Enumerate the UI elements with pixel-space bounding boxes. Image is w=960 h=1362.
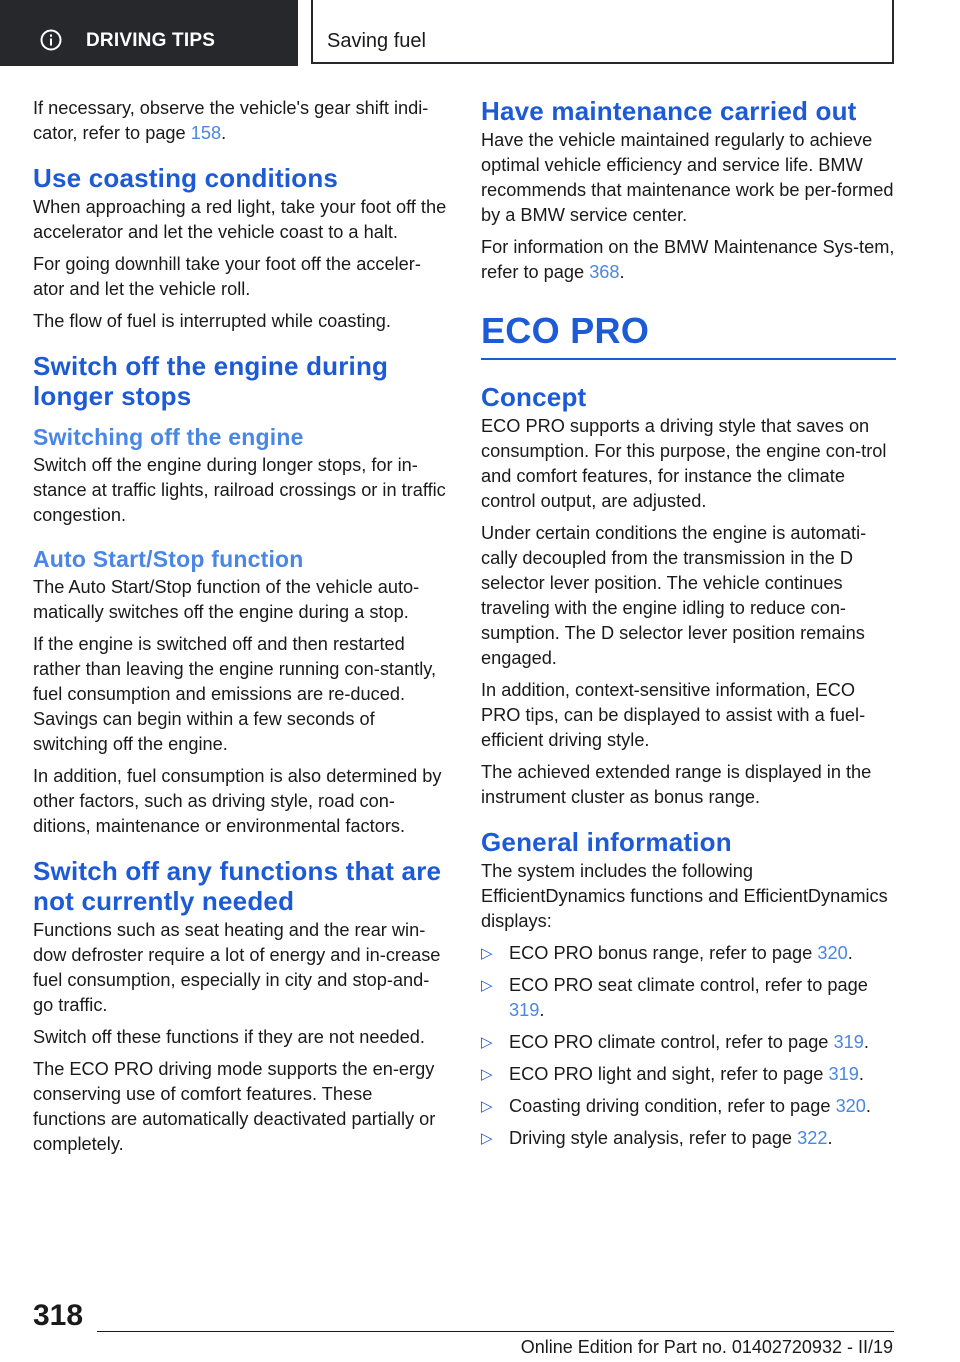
paragraph: In addition, context-sensitive information, ECO PRO tips, can be displayed to assist with a fuel-efficient driving style. [481,680,866,750]
subheading-switching-off: Switching off the engine [33,424,304,450]
heading-functions-off: Switch off any functions that are not currently needed [33,856,442,916]
page-link[interactable]: 322 [797,1128,828,1148]
list-item: ▷ Driving style analysis, refer to page 322. [481,1126,896,1151]
page-link[interactable]: 158 [190,123,222,143]
paragraph: Switch off these functions if they are not needed. [33,1027,425,1047]
paragraph: Switch off the engine during longer stops, for in-stance at traffic lights, railroad crossings or in traffic congestion. [33,455,446,525]
footer-divider [97,1331,894,1332]
function-list [481,941,896,1151]
right-column [481,96,896,1158]
page-number: 318 [33,1299,84,1332]
triangle-bullet-icon: ▷ [481,977,493,994]
section-label: DRIVING TIPS [86,30,216,51]
page-link[interactable]: 319 [833,1032,864,1052]
page-title: Saving fuel [327,30,426,52]
triangle-bullet-icon: ▷ [481,1066,493,1083]
intro-paragraph: If necessary, observe the vehicle's gear shift indi-cator, refer to page 158. [33,98,429,143]
list-item: ▷ ECO PRO light and sight, refer to page 319. [481,1062,896,1087]
heading-coasting: Use coasting conditions [33,163,339,193]
page-title-box [311,0,894,64]
heading-general-information: General information [481,827,732,857]
list-item: ▷ ECO PRO seat climate control, refer to page 319. [481,975,868,1020]
section-tab [0,0,298,66]
paragraph: Have the vehicle maintained regularly to achieve optimal vehicle efficiency and service life. BMW recommends that maintenance work be per-formed by a BMW service center. [481,130,894,225]
paragraph: The achieved extended range is displayed in the instrument cluster as bonus range. [481,762,872,807]
left-column [33,96,449,1164]
paragraph: If the engine is switched off and then restarted rather than leaving the engine running con-stantly, fuel consumption and emissions are re-duced. Savings can begin within a few seconds of switching off the engine. [33,634,437,754]
list-item: ▷ Coasting driving condition, refer to page 320. [481,1094,896,1119]
heading-maintenance: Have maintenance carried out [481,96,857,126]
subheading-auto-start-stop: Auto Start/Stop function [33,546,304,572]
paragraph: The Auto Start/Stop function of the vehicle auto-matically switches off the engine during a stop. [33,577,420,622]
page-link[interactable]: 320 [817,943,848,963]
paragraph: The ECO PRO driving mode supports the en-ergy conserving use of comfort features. These functions are automatically deactivated partially or completely. [33,1059,436,1154]
page-link[interactable]: 320 [835,1096,866,1116]
heading-eco-pro: ECO PRO [481,310,896,360]
paragraph: ECO PRO supports a driving style that saves on consumption. For this purpose, the engine con-trol and comfort features, for instance the climate control output, are adjusted. [481,416,887,511]
info-circle-icon [40,29,62,51]
footer-edition: Online Edition for Part no. 01402720932 - II/19 [520,1337,893,1357]
list-item: ▷ ECO PRO climate control, refer to page 319. [481,1030,896,1055]
paragraph: For information on the BMW Maintenance Sys-tem, refer to page 368. [481,237,895,282]
heading-engine-off: Switch off the engine during longer stops [33,351,389,411]
heading-concept: Concept [481,382,587,412]
paragraph: For going downhill take your foot off the acceler-ator and let the vehicle roll. [33,254,421,299]
page-link[interactable]: 368 [589,262,620,282]
page-header [0,0,960,66]
triangle-bullet-icon: ▷ [481,1130,493,1147]
paragraph: In addition, fuel consumption is also determined by other factors, such as driving style, road con-ditions, maintenance or environmental factors. [33,766,442,836]
triangle-bullet-icon: ▷ [481,945,493,962]
page-link[interactable]: 319 [828,1064,859,1084]
paragraph: When approaching a red light, take your foot off the accelerator and let the vehicle coast to a halt. [33,197,447,242]
paragraph: Functions such as seat heating and the rear win-dow defroster require a lot of energy and in-crease fuel consumption, especially in city and stop-and-go traffic. [33,920,441,1015]
paragraph: The flow of fuel is interrupted while coasting. [33,311,391,331]
triangle-bullet-icon: ▷ [481,1034,493,1051]
triangle-bullet-icon: ▷ [481,1098,493,1115]
page-link[interactable]: 319 [509,1000,540,1020]
list-item: ▷ ECO PRO bonus range, refer to page 320. [481,941,896,966]
paragraph: Under certain conditions the engine is automati-cally decoupled from the transmission in the D selector lever position. The vehicle continues traveling with the engine idling to reduce con-sumption. The D selector lever position remains engaged. [481,523,867,668]
paragraph: The system includes the following EfficientDynamics functions and EfficientDynamics displays: [481,861,888,931]
